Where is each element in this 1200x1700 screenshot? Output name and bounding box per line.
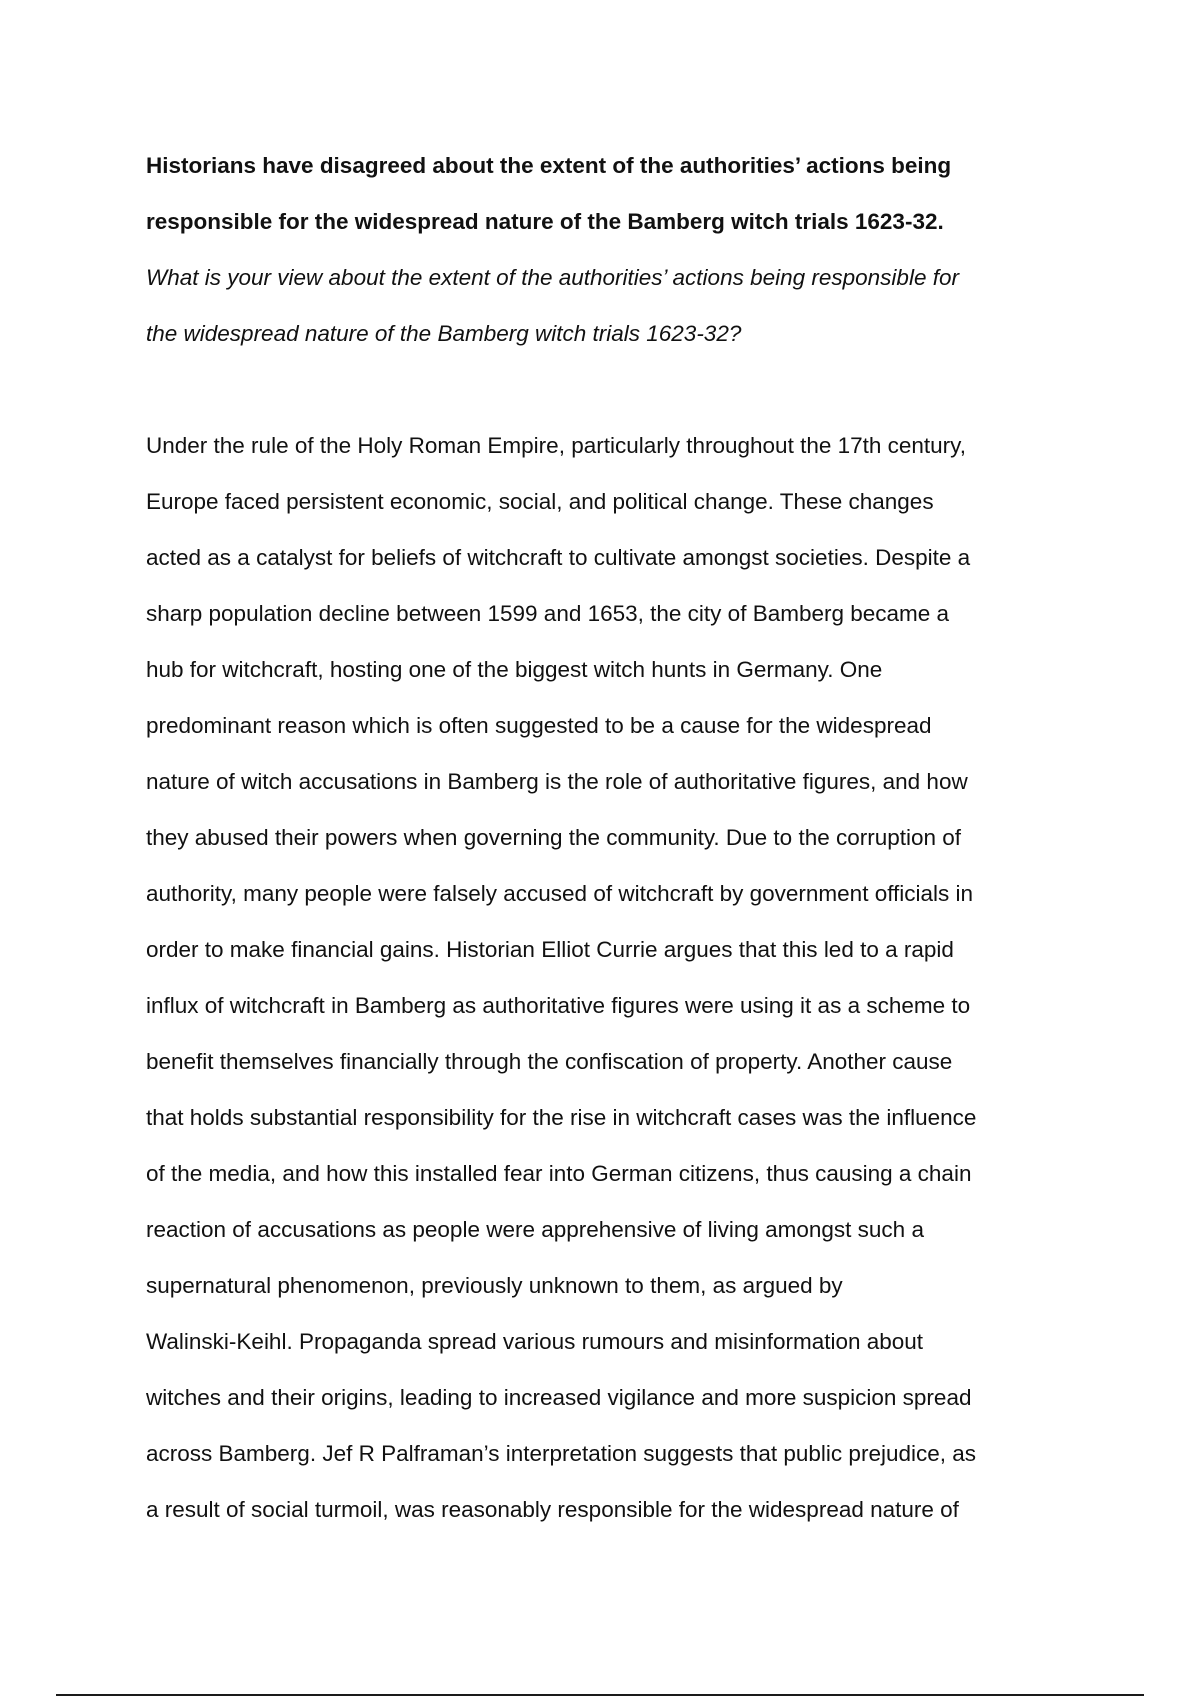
document-body: [146, 138, 1046, 1538]
paragraph-line: order to make financial gains. Historian Elliot Currie argues that this led to a rapid: [146, 937, 954, 962]
paragraph-line: a result of social turmoil, was reasonably responsible for the widespread nature of: [146, 1497, 959, 1522]
paragraph-line: sharp population decline between 1599 and 1653, the city of Bamberg became a: [146, 601, 950, 626]
paragraph-line: Europe faced persistent economic, social, and political change. These changes: [146, 489, 934, 514]
paragraph-line: witches and their origins, leading to increased vigilance and more suspicion spread: [146, 1385, 972, 1410]
question-line: Historians have disagreed about the extent of the authorities’ actions being: [146, 153, 952, 178]
essay-question: [146, 138, 1046, 362]
paragraph-line: hub for witchcraft, hosting one of the biggest witch hunts in Germany. One: [146, 657, 883, 682]
paragraph-line: Walinski-Keihl. Propaganda spread various rumours and misinformation about: [146, 1329, 924, 1354]
paragraph-line: nature of witch accusations in Bamberg is the role of authoritative figures, and how: [146, 769, 968, 794]
question-prompt-line: What is your view about the extent of the authorities’ actions being responsible for: [146, 265, 959, 290]
question-line: responsible for the widespread nature of the Bamberg witch trials 1623-32.: [146, 209, 944, 234]
paragraph-line: acted as a catalyst for beliefs of witchcraft to cultivate amongst societies. Despite a: [146, 545, 971, 570]
paragraph-line: they abused their powers when governing the community. Due to the corruption of: [146, 825, 962, 850]
paragraph-line: influx of witchcraft in Bamberg as authoritative figures were using it as a scheme to: [146, 993, 971, 1018]
paragraph-line: Under the rule of the Holy Roman Empire, particularly throughout the 17th century,: [146, 433, 967, 458]
paragraph-line: predominant reason which is often suggested to be a cause for the widespread: [146, 713, 932, 738]
paragraph-line: authority, many people were falsely accused of witchcraft by government officials in: [146, 881, 974, 906]
paragraph-gap: [146, 362, 1046, 418]
paragraph-line: of the media, and how this installed fear into German citizens, thus causing a chain: [146, 1161, 972, 1186]
paragraph-line: that holds substantial responsibility for the rise in witchcraft cases was the influence: [146, 1105, 977, 1130]
paragraph-line: benefit themselves financially through the confiscation of property. Another cause: [146, 1049, 953, 1074]
question-prompt-line: the widespread nature of the Bamberg witch trials 1623-32?: [146, 321, 742, 346]
essay-paragraph: [146, 418, 1046, 1538]
paragraph-line: across Bamberg. Jef R Palframan’s interpretation suggests that public prejudice, as: [146, 1441, 977, 1466]
paragraph-line: supernatural phenomenon, previously unknown to them, as argued by: [146, 1273, 843, 1298]
paragraph-line: reaction of accusations as people were apprehensive of living amongst such a: [146, 1217, 924, 1242]
page-bottom-rule: [56, 1694, 1144, 1696]
